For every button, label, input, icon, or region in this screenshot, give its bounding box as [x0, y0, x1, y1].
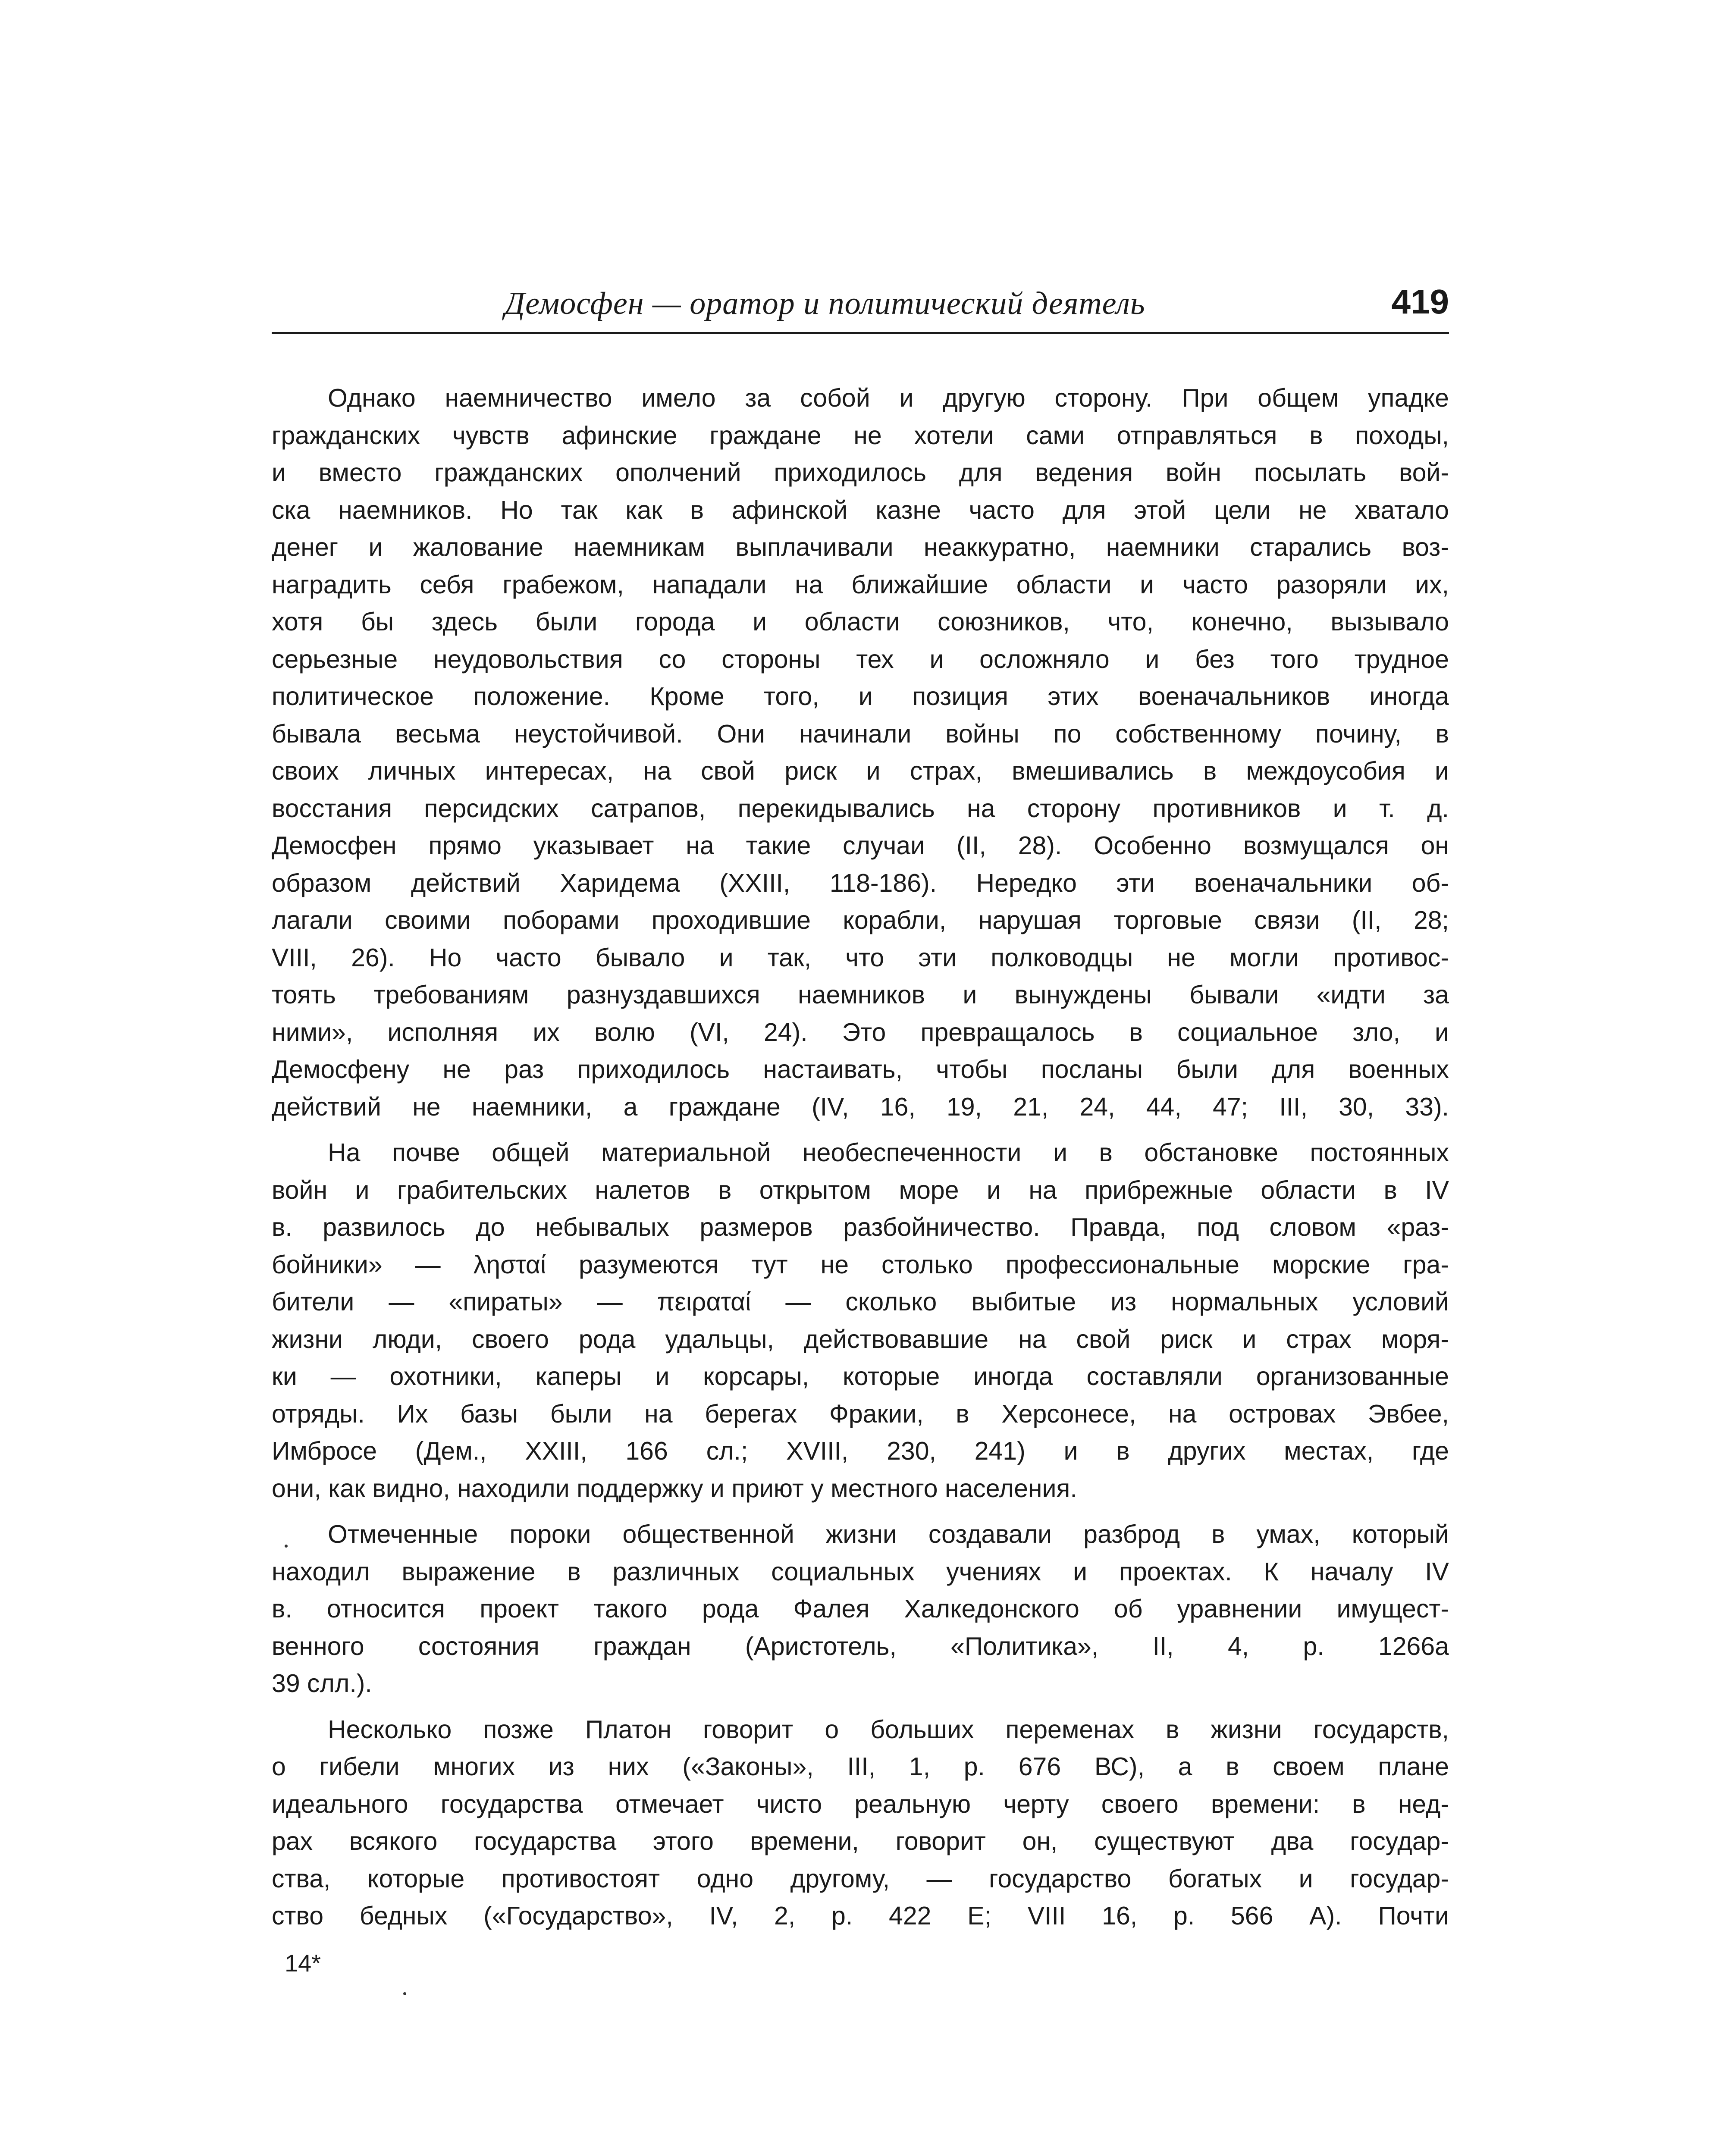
text-line: рах всякого государства этого времени, говорит он, существуют два государ-	[272, 1827, 1449, 1855]
paragraph-1	[272, 379, 1449, 1125]
text-line: политическое положение. Кроме того, и позиция этих военачальников иногда	[272, 682, 1449, 711]
text-line: восстания персидских сатрапов, перекидывались на сторону противников и т. д.	[272, 794, 1449, 823]
text-line: в. относится проект такого рода Фалея Халкедонского об уравнении имущест-	[272, 1595, 1449, 1623]
body-text	[272, 379, 1449, 1935]
text-line: идеального государства отмечает чисто реальную черту своего времени: в нед-	[272, 1789, 1449, 1818]
text-line: своих личных интересах, на свой риск и страх, вмешивались в междоусобия и	[272, 757, 1449, 785]
text-line: ска наемников. Но так как в афинской казне часто для этой цели не хватало	[272, 495, 1449, 524]
running-title: Демосфен — оратор и политический деятель	[505, 286, 1145, 321]
text-line: хотя бы здесь были города и области союзников, что, конечно, вызывало	[272, 608, 1449, 636]
text-line: VIII, 26). Но часто бывало и так, что эти полководцы не могли противос-	[272, 943, 1449, 972]
text-line: Имбросе (Дем., XXIII, 166 сл.; XVIII, 230, 241) и в других местах, где	[272, 1437, 1449, 1465]
text-line: лагали своими поборами проходившие корабли, нарушая торговые связи (II, 28;	[272, 906, 1449, 934]
text-line: войн и грабительских налетов в открытом море и на прибрежные области в IV	[272, 1175, 1449, 1204]
text-line: ства, которые противостоят одно другому, — государство богатых и государ-	[272, 1864, 1449, 1893]
text-line: отряды. Их базы были на берегах Фракии, в Херсонесе, на островах Эвбее,	[272, 1399, 1449, 1428]
text-line: бывала весьма неустойчивой. Они начинали войны по собственному почину, в	[272, 719, 1449, 748]
text-line: ки — охотники, каперы и корсары, которые иногда составляли организованные	[272, 1362, 1449, 1391]
text-line: ство бедных («Государство», IV, 2, р. 422 Е; VIII 16, р. 566 А). Почти	[272, 1902, 1449, 1930]
paragraph-3	[272, 1516, 1449, 1702]
print-speck	[285, 1545, 288, 1548]
signature-mark: 14*	[285, 1949, 321, 1977]
text-line: Однако наемничество имело за собой и другую сторону. При общем упадке	[328, 384, 1449, 412]
text-line: бители — «пираты» — πειραταί — сколько выбитые из нормальных условий	[272, 1288, 1449, 1316]
text-line: ними», исполняя их волю (VI, 24). Это превращалось в социальное зло, и	[272, 1018, 1449, 1047]
text-line: денег и жалование наемникам выплачивали неаккуратно, наемники старались воз-	[272, 533, 1449, 561]
text-line: Демосфен прямо указывает на такие случаи (II, 28). Особенно возмущался он	[272, 831, 1449, 860]
print-speck	[403, 1992, 406, 1995]
text-line: и вместо гражданских ополчений приходилось для ведения войн посылать вой-	[272, 458, 1449, 487]
text-line: Демосфену не раз приходилось настаивать, чтобы посланы были для военных	[272, 1055, 1449, 1084]
text-line: бойники» — λησταί разумеются тут не столько профессиональные морские гра-	[272, 1250, 1449, 1279]
text-line: они, как видно, находили поддержку и приют у местного населения.	[272, 1474, 1077, 1503]
text-line: жизни люди, своего рода удальцы, действовавшие на свой риск и страх моря-	[272, 1325, 1449, 1354]
text-line: наградить себя грабежом, нападали на ближайшие области и часто разоряли их,	[272, 570, 1449, 599]
paragraph-4	[272, 1711, 1449, 1935]
text-line: образом действий Харидема (XXIII, 118-186). Нередко эти военачальники об-	[272, 868, 1449, 897]
text-line: На почве общей материальной необеспеченности и в обстановке постоянных	[328, 1138, 1449, 1167]
text-line: действий не наемники, а граждане (IV, 16, 19, 21, 24, 44, 47; III, 30, 33).	[272, 1092, 1449, 1121]
text-line: тоять требованиям разнуздавшихся наемников и вынуждены бывали «идти за	[272, 981, 1449, 1009]
paragraph-2	[272, 1134, 1449, 1507]
page-number: 419	[1391, 282, 1449, 321]
text-line: 39 слл.).	[272, 1669, 372, 1698]
text-line: венного состояния граждан (Аристотель, «Политика», II, 4, р. 1266а	[272, 1632, 1449, 1661]
text-line: о гибели многих из них («Законы», III, 1, р. 676 ВС), а в своем плане	[272, 1752, 1449, 1781]
text-line: гражданских чувств афинские граждане не хотели сами отправляться в походы,	[272, 421, 1449, 450]
text-line: серьезные неудовольствия со стороны тех и осложняло и без того трудное	[272, 645, 1449, 674]
running-header	[272, 276, 1449, 334]
text-line: находил выражение в различных социальных учениях и проектах. К началу IV	[272, 1557, 1449, 1586]
text-line: в. развилось до небывалых размеров разбойничество. Правда, под словом «раз-	[272, 1213, 1449, 1241]
text-line: Отмеченные пороки общественной жизни создавали разброд в умах, который	[328, 1520, 1449, 1548]
text-line: Несколько позже Платон говорит о больших переменах в жизни государств,	[328, 1715, 1449, 1744]
